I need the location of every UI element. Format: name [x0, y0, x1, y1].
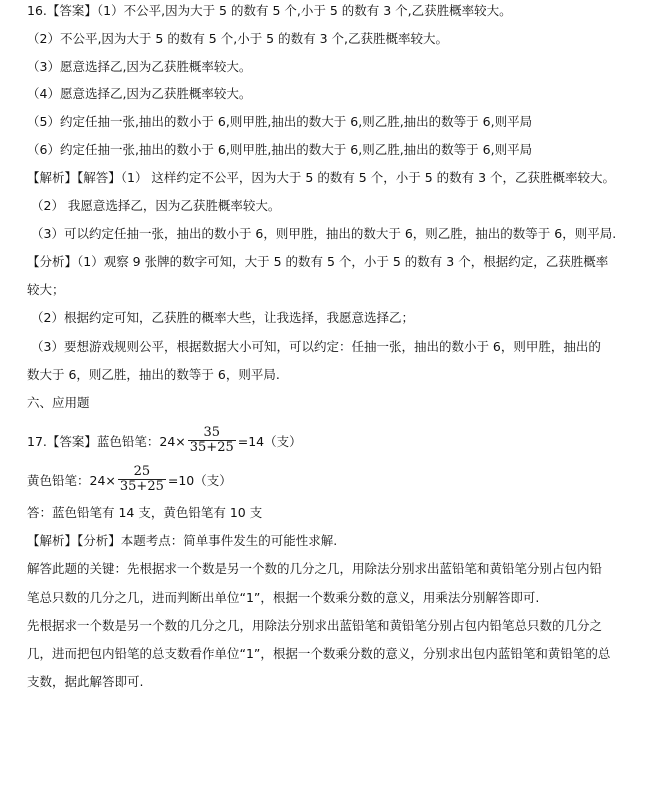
q17-blue-numerator: 35	[203, 425, 221, 440]
q17-yellow-prefix: 黄色铅笔：24×	[27, 472, 116, 488]
q16-answer-4: （4）愿意选择乙,因为乙获胜概率较大。	[27, 86, 252, 101]
q16-answer-tag: 16.【答案】	[27, 3, 97, 18]
q16-answer-6: （6）约定任抽一张,抽出的数小于 6,则甲胜,抽出的数大于 6,则乙胜,抽出的数等于 6,则平局	[27, 142, 533, 157]
q17-answer-prefix: 17.【答案】蓝色铅笔：24×	[27, 433, 186, 449]
q16-fenxi-2: （2）根据约定可知，乙获胜的概率大些，让我选择，我愿意选择乙；	[31, 310, 414, 325]
q17-key-2: 笔总只数的几分之几，进而判断出单位“1”，根据一个数乘分数的意义，用乘法分别解答即可.	[27, 590, 540, 605]
q16-answer-5: （5）约定任抽一张,抽出的数小于 6,则甲胜,抽出的数大于 6,则乙胜,抽出的数等于 6,则平局	[27, 114, 533, 129]
q17-paragraph-1: 先根据求一个数是另一个数的几分之几，用除法分别求出蓝铅笔和黄铅笔分别占包内铅笔总只数的几分之	[27, 618, 603, 633]
q16-fenxi-1b: 较大；	[27, 282, 65, 297]
q17-yellow-result: =10（支）	[167, 472, 232, 488]
q16-answer-1: （1）不公平,因为大于 5 的数有 5 个,小于 5 的数有 3 个,乙获胜概率较大。	[96, 3, 512, 18]
q16-fenxi-1a: 【分析】（1）观察 9 张牌的数字可知，大于 5 的数有 5 个，小于 5 的数有 3 个，根据约定，乙获胜概率	[27, 254, 609, 269]
q16-analysis-3: （3）可以约定任抽一张，抽出的数小于 6，则甲胜，抽出的数大于 6，则乙胜，抽出的数等于 6，则平局.	[31, 226, 617, 241]
q16-analysis-2: （2） 我愿意选择乙，因为乙获胜概率较大。	[31, 198, 281, 213]
q17-blue-equation	[27, 426, 302, 455]
q17-yellow-fraction	[118, 465, 166, 494]
q17-blue-denominator: 35+25	[189, 440, 234, 455]
q16-fenxi-3a: （3）要想游戏规则公平，根据数据大小可知，可以约定：任抽一张，抽出的数小于 6，则甲胜，抽出的	[31, 339, 601, 354]
q16-fenxi-3b: 数大于 6，则乙胜，抽出的数等于 6，则平局.	[27, 367, 280, 382]
q17-yellow-numerator: 25	[133, 464, 151, 479]
section-title: 六、应用题	[27, 395, 90, 410]
q16-answer-3: （3）愿意选择乙,因为乙获胜概率较大。	[27, 59, 252, 74]
q17-analysis: 【解析】【分析】本题考点：简单事件发生的可能性求解.	[27, 533, 338, 548]
q17-key-1: 解答此题的关键：先根据求一个数是另一个数的几分之几，用除法分别求出蓝铅笔和黄铅笔分别占包内铅	[27, 561, 603, 576]
q16-analysis-1: 【解析】【解答】（1） 这样约定不公平，因为大于 5 的数有 5 个，小于 5 的数有 3 个，乙获胜概率较大。	[27, 170, 616, 185]
q17-yellow-equation	[27, 465, 232, 494]
q17-conclusion: 答：蓝色铅笔有 14 支，黄色铅笔有 10 支	[27, 505, 263, 520]
q17-blue-fraction	[188, 426, 236, 455]
q17-yellow-denominator: 35+25	[119, 479, 164, 494]
q17-paragraph-2: 几，进而把包内铅笔的总支数看作单位“1”，根据一个数乘分数的意义，分别求出包内蓝铅笔和黄铅笔的总	[27, 646, 611, 661]
q17-paragraph-3: 支数，据此解答即可.	[27, 674, 144, 689]
q16-answer-2: （2）不公平,因为大于 5 的数有 5 个,小于 5 的数有 3 个,乙获胜概率较大。	[27, 31, 448, 46]
q16-answer-line-1	[27, 2, 512, 20]
q17-blue-result: =14（支）	[237, 433, 302, 449]
